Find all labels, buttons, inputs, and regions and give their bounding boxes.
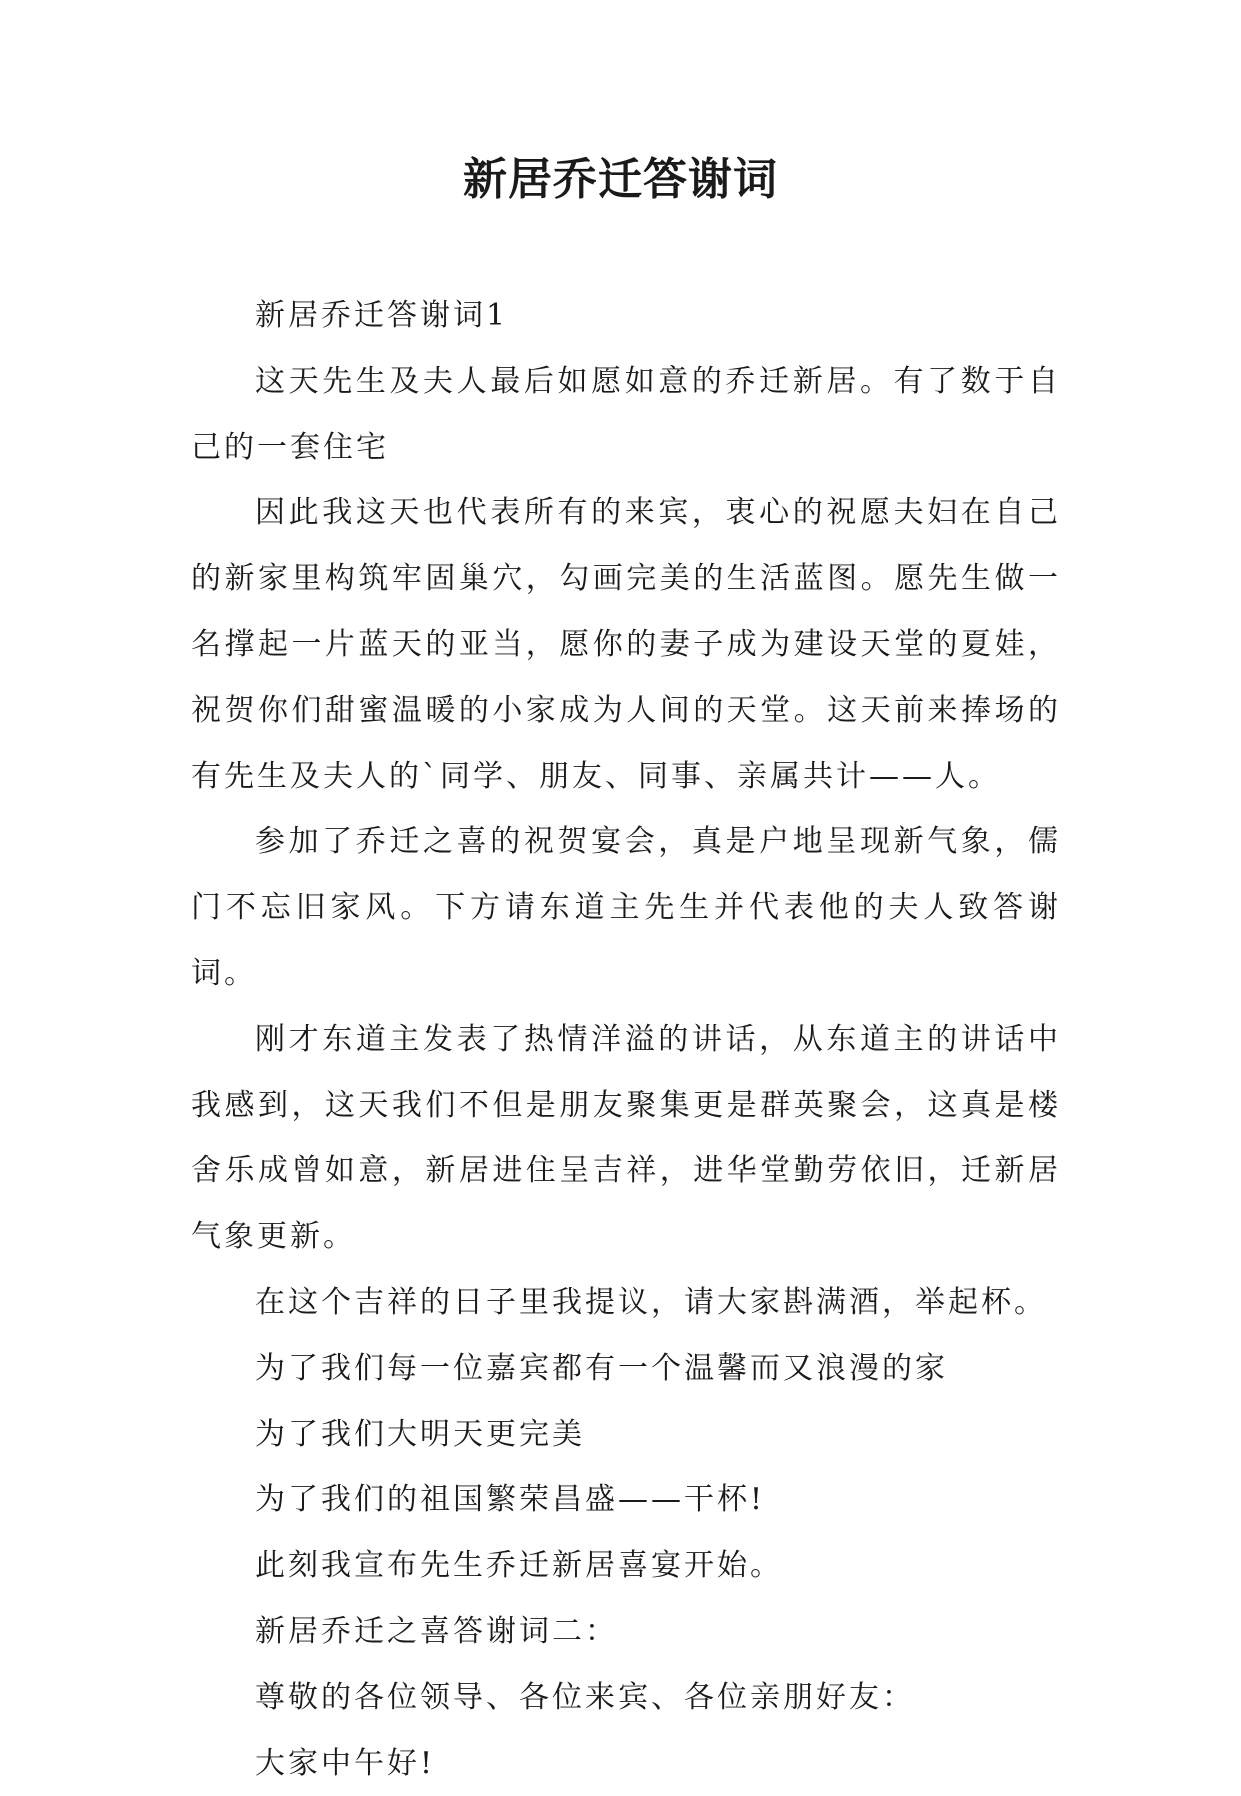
document-title: 新居乔迁答谢词 [463, 154, 778, 205]
paragraph: 这天先生及夫人最后如愿如意的乔迁新居。有了数于自己的一套住宅 [191, 363, 1061, 465]
paragraph-greeting: 大家中午好! [255, 1745, 436, 1781]
paragraph: 在这个吉祥的日子里我提议，请大家斟满酒，举起杯。 [255, 1284, 1047, 1320]
paragraph-salutation: 尊敬的各位领导、各位来宾、各位亲朋好友： [255, 1679, 915, 1715]
paragraph: 为了我们每一位嘉宾都有一个温馨而又浪漫的家 [255, 1350, 948, 1386]
document-body [191, 283, 1061, 1796]
paragraph: 参加了乔迁之喜的祝贺宴会，真是户地呈现新气象，儒门不忘旧家风。下方请东道主先生并代表他的夫人致答谢词。 [191, 824, 1061, 991]
paragraph: 为了我们的祖国繁荣昌盛——干杯! [255, 1482, 766, 1518]
paragraph: 刚才东道主发表了热情洋溢的讲话，从东道主的讲话中我感到，这天我们不但是朋友聚集更是群英聚会，这真是楼舍乐成曾如意，新居进住呈吉祥，进华堂勤劳依旧，迁新居气象更新。 [191, 1021, 1061, 1255]
paragraph-heading-1: 新居乔迁答谢词1 [255, 298, 509, 333]
paragraph: 因此我这天也代表所有的来宾，衷心的祝愿夫妇在自己的新家里构筑牢固巢穴，勾画完美的生活蓝图。愿先生做一名撑起一片蓝天的亚当，愿你的妻子成为建设天堂的夏娃，祝贺你们甜蜜温暖的小家成为人间的天堂。这天前来捧场的有先生及夫人的`同学、朋友、同事、亲属共计——人。 [191, 495, 1061, 794]
paragraph-heading-2: 新居乔迁之喜答谢词二： [255, 1613, 618, 1649]
paragraph: 此刻我宣布先生乔迁新居喜宴开始。 [255, 1548, 783, 1584]
paragraph: 为了我们大明天更完美 [255, 1416, 585, 1452]
